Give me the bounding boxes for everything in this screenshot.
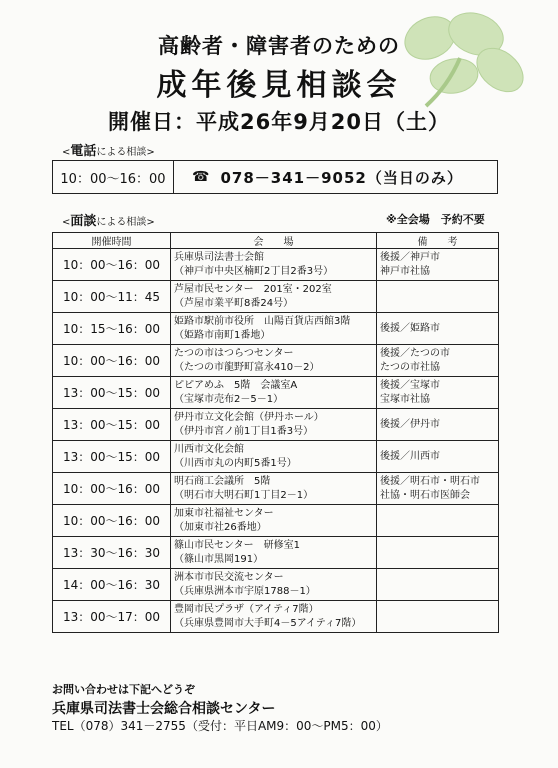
schedule-header-row <box>53 233 499 249</box>
row-time: 13：00～15：00 <box>53 441 171 473</box>
row-venue-cell <box>171 281 377 313</box>
header-time: 開催時間 <box>53 233 171 249</box>
row-note-line1: 後援／たつの市 <box>380 347 450 359</box>
row-note-line2: たつの市社協 <box>380 361 440 373</box>
row-venue-cell <box>171 441 377 473</box>
row-time: 10：00～16：00 <box>53 345 171 377</box>
row-time: 10：00～16：00 <box>53 473 171 505</box>
row-venue-cell <box>171 313 377 345</box>
row-venue: 姫路市駅前市役所 山陽百貨店西館3階 <box>174 315 351 327</box>
row-venue-cell <box>171 505 377 537</box>
row-address: （加東市社26番地） <box>174 521 267 533</box>
event-date: 開催日：平成26年9月20日（土） <box>107 110 451 134</box>
row-time: 14：00～16：30 <box>53 569 171 601</box>
row-venue: 豊岡市民プラザ（アイティ7階） <box>174 603 319 615</box>
row-time: 10：15～16：00 <box>53 313 171 345</box>
interview-label-bold: 面談 <box>70 214 97 229</box>
reservation-note: ※全会場 予約不要 <box>386 213 485 226</box>
row-note-line2: 神戸市社協 <box>380 265 430 277</box>
row-note-cell <box>377 441 499 473</box>
row-address: （川西市丸の内町5番1号） <box>174 457 297 469</box>
event-title: 成年後見相談会 <box>156 68 402 103</box>
row-note-cell <box>377 281 499 313</box>
phone-label-rest: による相談 <box>96 147 147 158</box>
row-venue-cell <box>171 409 377 441</box>
row-venue-cell <box>171 249 377 281</box>
row-venue: 伊丹市立文化会館（伊丹ホール） <box>174 411 324 423</box>
row-address: （兵庫県豊岡市大手町4－5アイティ7階） <box>174 617 362 629</box>
table-row <box>53 281 499 313</box>
table-row <box>53 409 499 441</box>
table-row <box>53 505 499 537</box>
table-row <box>53 601 499 633</box>
row-note-cell <box>377 473 499 505</box>
row-note-cell <box>377 313 499 345</box>
row-note-line1: 後援／伊丹市 <box>380 418 440 430</box>
phone-consult-box <box>52 160 498 194</box>
row-venue-cell <box>171 601 377 633</box>
event-subtitle: 高齢者・障害者のための <box>158 34 400 58</box>
row-venue: 川西市文化会館 <box>174 443 244 455</box>
row-address: （明石市大明石町1丁目2－1） <box>174 489 314 501</box>
table-row <box>53 345 499 377</box>
row-address: （姫路市南町1番地） <box>174 329 271 341</box>
row-venue: 芦屋市民センター 201室・202室 <box>174 283 332 295</box>
table-row <box>53 377 499 409</box>
row-note-line1: 後援／神戸市 <box>380 251 440 263</box>
row-time: 10：00～16：00 <box>53 505 171 537</box>
row-address: （篠山市黒岡191） <box>174 553 264 565</box>
phone-icon: ☎ <box>192 169 211 185</box>
row-note-cell <box>377 569 499 601</box>
row-venue-cell <box>171 473 377 505</box>
phone-consult-time: 10：00～16：00 <box>53 161 174 193</box>
row-venue: 加東市社福祉センター <box>174 507 274 519</box>
phone-section-label: <電話による相談> <box>62 144 155 159</box>
row-time: 13：00～17：00 <box>53 601 171 633</box>
row-time: 13：00～15：00 <box>53 409 171 441</box>
row-note-line2: 社協・明石市医師会 <box>380 489 470 501</box>
row-note-line1: 後援／明石市・明石市 <box>380 475 480 487</box>
row-note-cell <box>377 377 499 409</box>
row-note-cell <box>377 601 499 633</box>
row-address: （芦屋市業平町8番24号） <box>174 297 294 309</box>
row-address: （兵庫県洲本市宇原1788－1） <box>174 585 316 597</box>
row-note-cell <box>377 505 499 537</box>
phone-label-bold: 電話 <box>70 144 97 159</box>
row-note-line1: 後援／宝塚市 <box>380 379 440 391</box>
row-venue: 篠山市民センター 研修室1 <box>174 539 300 551</box>
row-address: （宝塚市売布2－5－1） <box>174 393 284 405</box>
row-note-line2: 宝塚市社協 <box>380 393 430 405</box>
row-note-line1: 後援／姫路市 <box>380 322 440 334</box>
row-time: 13：00～15：00 <box>53 377 171 409</box>
table-row <box>53 441 499 473</box>
header-venue: 会 場 <box>171 233 377 249</box>
table-row <box>53 473 499 505</box>
row-venue: 洲本市市民交流センター <box>174 571 284 583</box>
row-time: 10：00～11：45 <box>53 281 171 313</box>
row-note-cell <box>377 537 499 569</box>
row-note-cell <box>377 249 499 281</box>
contact-telephone: TEL（078）341－2755（受付：平日AM9：00～PM5：00） <box>52 719 388 733</box>
interview-label-rest: による相談 <box>96 217 147 228</box>
row-address: （神戸市中央区楠町2丁目2番3号） <box>174 265 334 277</box>
header-note: 備 考 <box>377 233 499 249</box>
row-time: 10：00～16：00 <box>53 249 171 281</box>
table-row <box>53 313 499 345</box>
row-venue-cell <box>171 569 377 601</box>
row-venue: ピピアめふ 5階 会議室A <box>174 379 298 391</box>
interview-section-label: <面談による相談> <box>62 214 155 229</box>
row-venue-cell <box>171 537 377 569</box>
contact-organization: 兵庫県司法書士会総合相談センター <box>52 701 276 717</box>
phone-number: 078－341－9052（当日のみ） <box>220 168 463 187</box>
row-note-cell <box>377 345 499 377</box>
row-venue: 明石商工会議所 5階 <box>174 475 271 487</box>
row-venue-cell <box>171 345 377 377</box>
schedule-table <box>52 232 499 633</box>
table-row <box>53 249 499 281</box>
table-row <box>53 537 499 569</box>
row-time: 13：30～16：30 <box>53 537 171 569</box>
row-venue: 兵庫県司法書士会館 <box>174 251 264 263</box>
contact-intro: お問い合わせは下記へどうぞ <box>52 683 195 696</box>
row-venue: たつの市はつらつセンター <box>174 347 294 359</box>
phone-number-cell <box>174 161 497 193</box>
row-address: （伊丹市宮ノ前1丁目1番3号） <box>174 425 314 437</box>
row-venue-cell <box>171 377 377 409</box>
row-address: （たつの市龍野町富永410－2） <box>174 361 320 373</box>
row-note-cell <box>377 409 499 441</box>
table-row <box>53 569 499 601</box>
row-note-line1: 後援／川西市 <box>380 450 440 462</box>
